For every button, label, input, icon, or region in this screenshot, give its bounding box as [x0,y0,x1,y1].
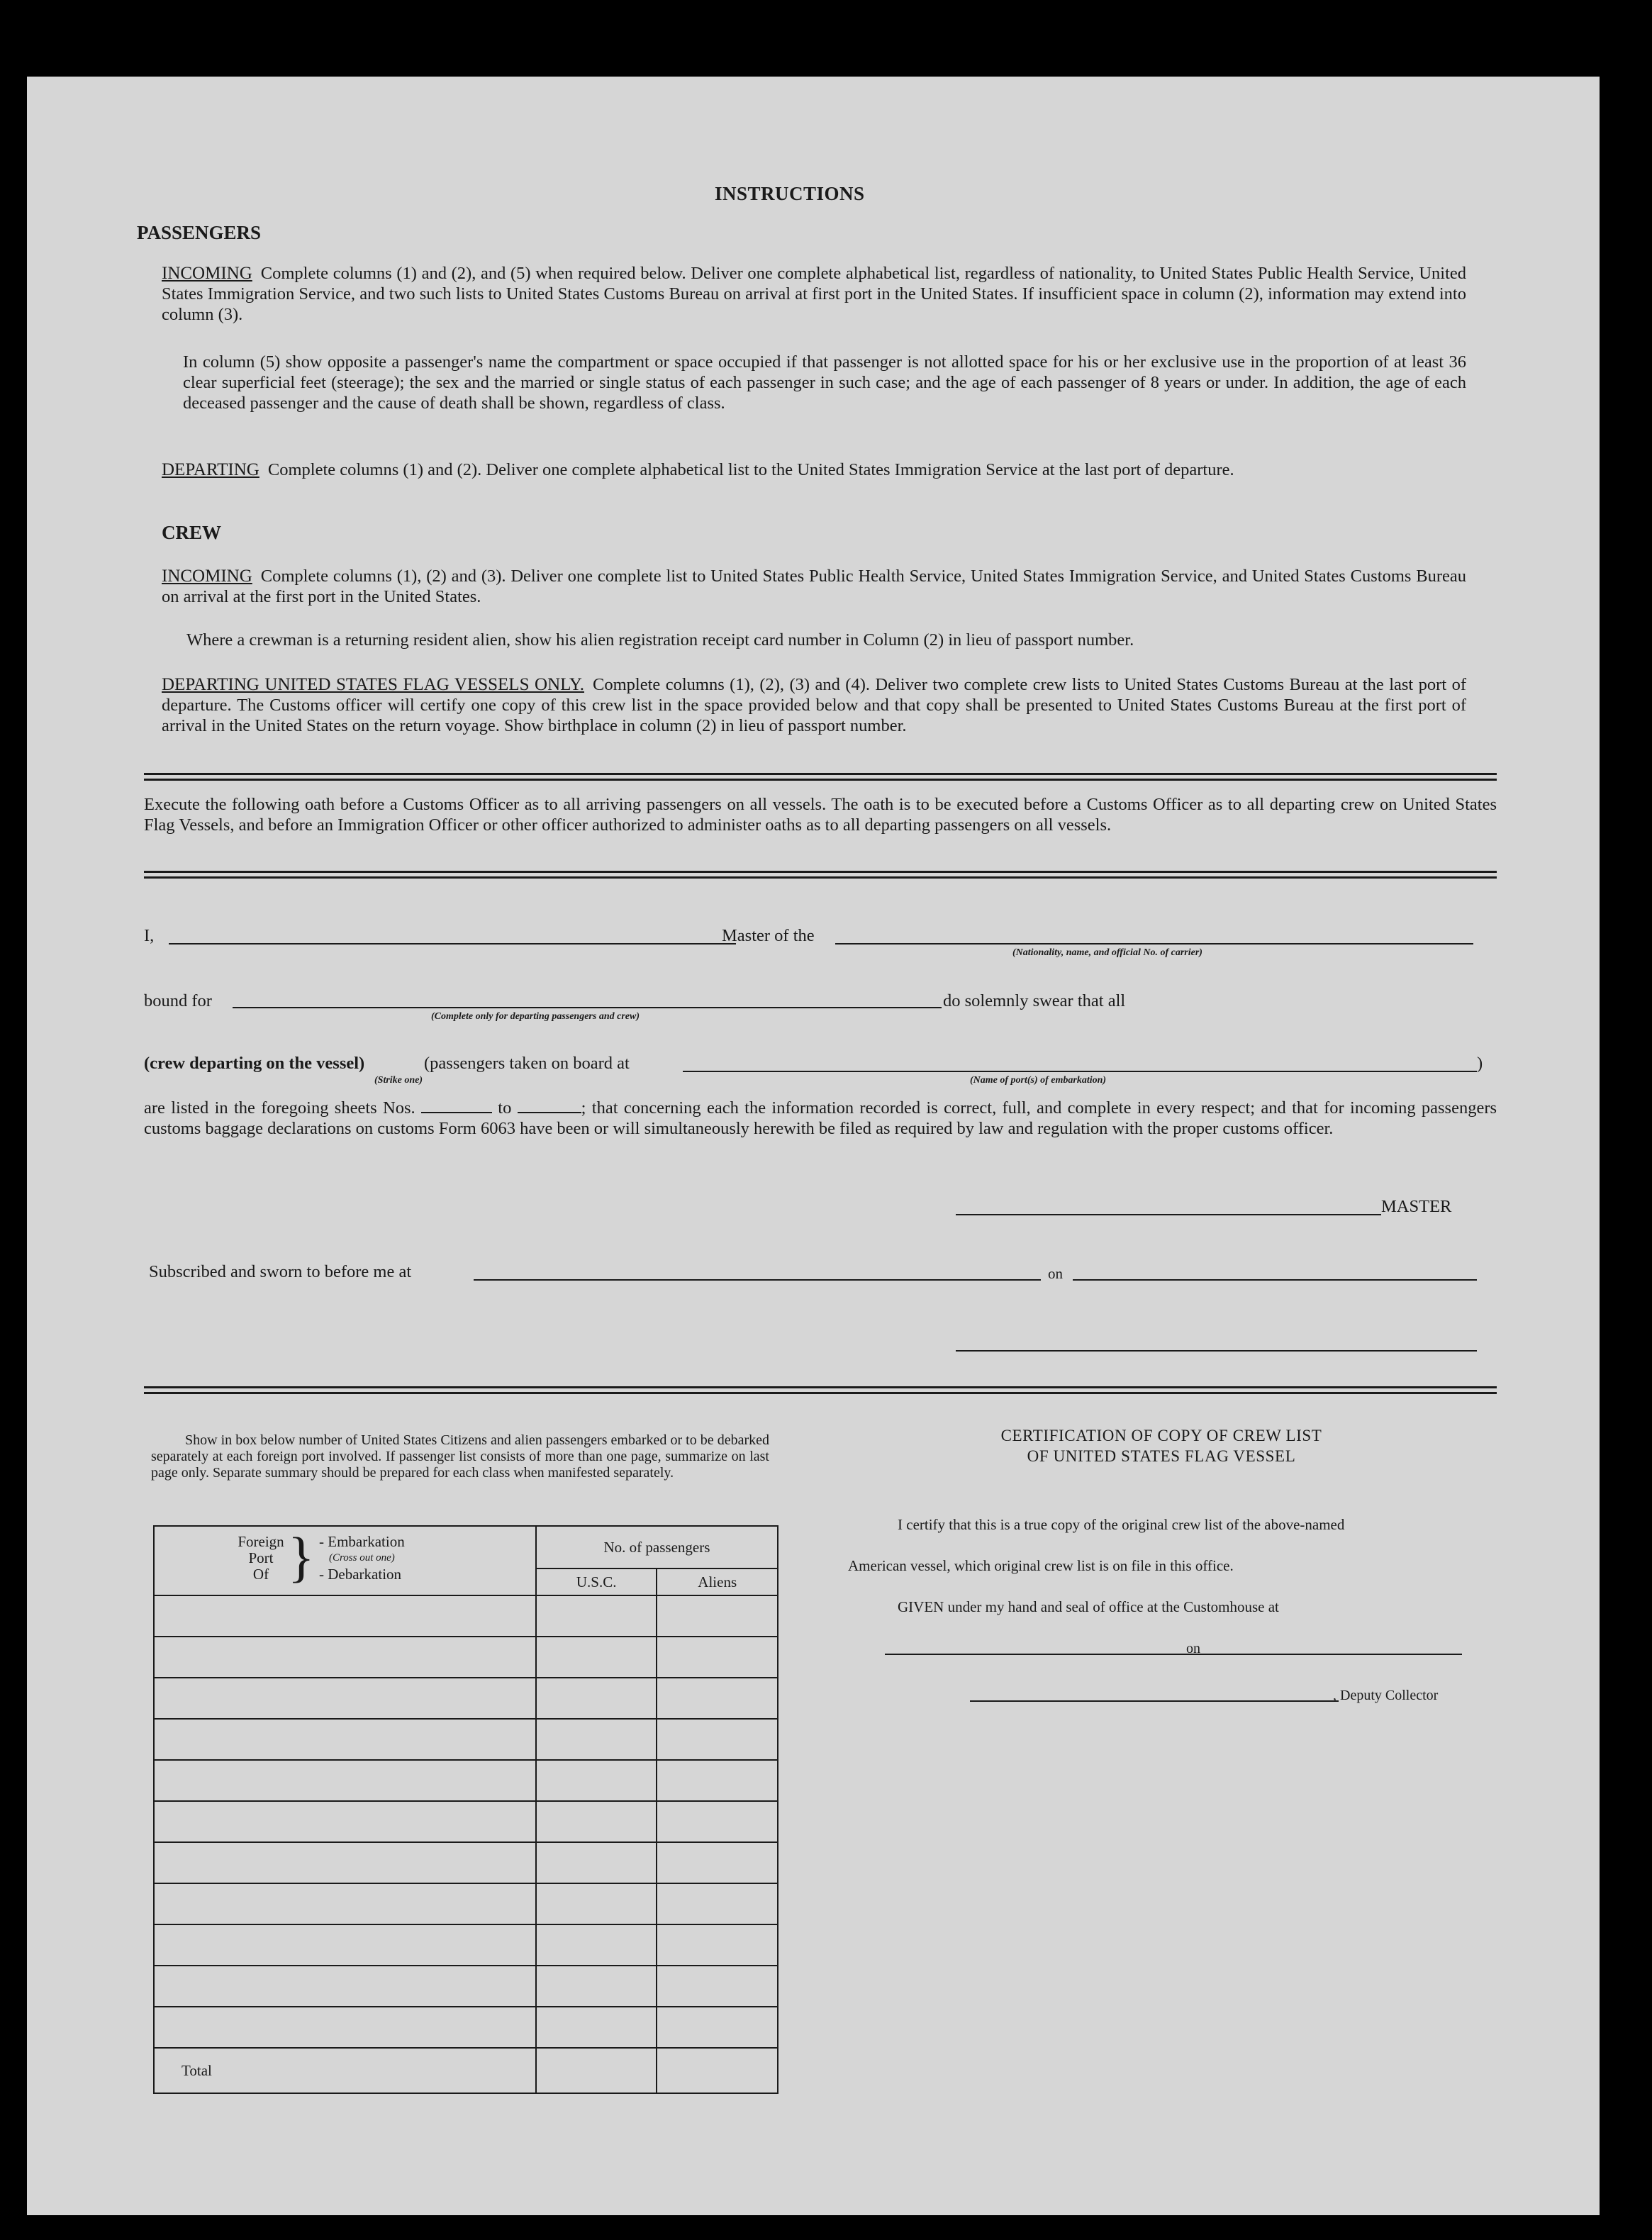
ports-caption: (Name of port(s) of embarkation) [970,1075,1107,1086]
cert-date-field[interactable] [1207,1654,1462,1655]
crew-departing-text: Complete columns (1), (2), (3) and (4). Deliver two complete crew lists to United States Customs Bureau at the last port of departure. The Customs officer will certify one copy of this crew list in the space provided below and that copy shall be presented to United States Customs Bureau at the first port of arrival in the United States on the return voyage. Show birthplace in column (2) in lieu of passport number. [162,675,1466,735]
usc-cell[interactable] [536,1842,657,1883]
port-cell[interactable] [154,1801,536,1842]
usc-cell[interactable] [536,1678,657,1719]
sheet-to-field[interactable] [518,1112,581,1113]
aliens-cell[interactable] [657,1637,778,1678]
complete-caption: (Complete only for departing passengers and crew) [431,1011,640,1022]
total-label: Total [154,2048,536,2093]
bound-for-field[interactable] [233,1007,942,1008]
aliens-header: Aliens [657,1568,778,1595]
summary-note-block [151,1432,769,1481]
aliens-total-cell[interactable] [657,2048,778,2093]
passengers-taken-option: (passengers taken on board at [424,1054,630,1073]
usc-cell[interactable] [536,1760,657,1801]
divider [144,1386,1497,1394]
close-paren: ) [1477,1054,1483,1073]
crew-incoming-label: INCOMING [162,567,252,586]
aliens-cell[interactable] [657,1801,778,1842]
usc-header: U.S.C. [536,1568,657,1595]
foreign-label: Foreign [238,1533,284,1550]
aliens-cell[interactable] [657,1842,778,1883]
port-cell[interactable] [154,1760,536,1801]
debarkation-label: - Debarkation [319,1566,402,1583]
strike-one-caption: (Strike one) [374,1075,423,1086]
port-cell[interactable] [154,2007,536,2048]
embarkation-port-field[interactable] [683,1071,1477,1072]
certification-title-line2: OF UNITED STATES FLAG VESSEL [1027,1447,1296,1465]
aliens-cell[interactable] [657,1678,778,1719]
passenger-summary-table [153,1525,778,2094]
aliens-cell[interactable] [657,1924,778,1966]
certify-line1: I certify that this is a true copy of the original crew list of the above-named [898,1516,1345,1533]
port-cell[interactable] [154,1924,536,1966]
crew-departing-label: DEPARTING UNITED STATES FLAG VESSELS ONLY. [162,675,585,694]
passengers-departing-block [162,459,1466,480]
crew-heading: CREW [162,522,222,543]
port-cell[interactable] [154,1678,536,1719]
deputy-label: , Deputy Collector [1333,1688,1439,1703]
listed-rest: ; that concerning each the information recorded is correct, full, and complete in every respect; and that for incoming passengers customs baggage declarations on customs Form 6063 have been or will simultaneously herewith be filed as required by law and regulation with the proper customs officer. [144,1098,1497,1138]
of-label: Of [252,1566,269,1583]
officer-signature-field[interactable] [956,1350,1477,1352]
aliens-cell[interactable] [657,1595,778,1637]
bound-for-label: bound for [144,991,212,1010]
port-cell[interactable] [154,1719,536,1760]
divider [144,871,1497,879]
no-passengers-header: No. of passengers [536,1526,778,1568]
on-label: on [1048,1265,1063,1282]
port-cell[interactable] [154,1883,536,1924]
usc-cell[interactable] [536,2007,657,2048]
master-name-field[interactable] [169,943,736,945]
deputy-signature-field[interactable] [970,1700,1339,1702]
divider [144,773,1497,781]
passengers-heading: PASSENGERS [137,222,262,243]
usc-cell[interactable] [536,1801,657,1842]
cert-on-label: on [1186,1641,1200,1656]
document-page [27,77,1600,2215]
certify-line2: American vessel, which original crew list is on file in this office. [848,1557,1234,1574]
crew-departing-option: (crew departing on the vessel) [144,1054,365,1073]
usc-cell[interactable] [536,1637,657,1678]
summary-note: Show in box below number of United States Citizens and alien passengers embarked or to be debarked separately at each foreign port involved. If passenger list consists of more than one page, summarize on last page only. Separate summary should be prepared for each class when manifested separately. [151,1432,769,1481]
crew-incoming-block [162,566,1466,607]
aliens-cell[interactable] [657,1883,778,1924]
subscribed-date-field[interactable] [1073,1279,1477,1281]
port-cell[interactable] [154,1966,536,2007]
oath-intro: Execute the following oath before a Customs Officer as to all arriving passengers on all vessels. The oath is to be executed before a Customs Officer as to all departing crew on United States Flag Vessels, and before an Immigration Officer or other officer authorized to administer oaths as to all departing passengers on all vessels. [144,795,1497,835]
usc-cell[interactable] [536,1719,657,1760]
usc-cell[interactable] [536,1966,657,2007]
aliens-cell[interactable] [657,1719,778,1760]
usc-cell[interactable] [536,1924,657,1966]
port-header-cell [154,1526,536,1595]
page-title: INSTRUCTIONS [715,183,865,204]
column5-block [183,352,1466,413]
crew-incoming-text: Complete columns (1), (2) and (3). Deliver one complete list to United States Public Health Service, United States Immigration Service, and United States Customs Bureau on arrival at the first port in the United States. [162,567,1466,606]
to-label: to [498,1098,512,1118]
brace-icon: } [288,1526,315,1588]
crew-departing-block [162,674,1466,736]
port-cell[interactable] [154,1637,536,1678]
column5-text: In column (5) show opposite a passenger's name the compartment or space occupied if that passenger is not allotted space for his or her exclusive use in the proportion of at least 36 clear superficial feet (steerage); the sex and the married or single status of each passenger in such case; and the age of each passenger of 8 years or under. In addition, the age of each deceased passenger and the cause of death shall be shown, regardless of class. [183,352,1466,413]
crewman-text: Where a crewman is a returning resident alien, show his alien registration receipt card number in Column (2) in lieu of passport number. [186,630,1134,650]
crewman-block [186,630,1463,650]
passengers-departing-label: DEPARTING [162,460,259,479]
master-signature-field[interactable] [956,1214,1381,1215]
listed-block [144,1098,1497,1139]
master-label: MASTER [1381,1197,1452,1216]
passengers-incoming-text: Complete columns (1) and (2), and (5) when required below. Deliver one complete alphabetical list, regardless of nationality, to United States Public Health Service, United States Immigration Service, and two such lists to United States Customs Bureau on arrival at first port in the United States. If insufficient space in column (2), information may extend into column (3). [162,264,1466,324]
listed-prefix: are listed in the foregoing sheets Nos. [144,1098,415,1118]
passengers-incoming-block [162,263,1466,325]
master-of-label: Master of the [722,926,815,945]
aliens-cell[interactable] [657,2007,778,2048]
certification-title-line1: CERTIFICATION OF COPY OF CREW LIST [1000,1427,1322,1444]
customhouse-field[interactable] [885,1654,1211,1655]
cross-out-label: (Cross out one) [329,1552,395,1564]
usc-total-cell[interactable] [536,2048,657,2093]
aliens-cell[interactable] [657,1760,778,1801]
passengers-departing-text: Complete columns (1) and (2). Deliver one complete alphabetical list to the United States Immigration Service at the last port of departure. [267,460,1234,479]
embarkation-label: - Embarkation [319,1533,405,1550]
certification-title [842,1425,1480,1466]
port-label: Port [248,1549,274,1566]
sheet-from-field[interactable] [421,1112,492,1113]
nationality-caption: (Nationality, name, and official No. of carrier) [1012,947,1202,958]
carrier-field[interactable] [835,943,1473,945]
usc-cell[interactable] [536,1883,657,1924]
subscribed-label: Subscribed and sworn to before me at [149,1262,412,1281]
usc-cell[interactable] [536,1595,657,1637]
port-cell[interactable] [154,1595,536,1637]
given-text: GIVEN under my hand and seal of office at the Customhouse at [898,1598,1279,1615]
i-label: I, [144,926,155,945]
swear-text: do solemnly swear that all [943,991,1126,1010]
port-cell[interactable] [154,1842,536,1883]
subscribed-place-field[interactable] [474,1279,1041,1281]
oath-intro-block [144,794,1497,835]
aliens-cell[interactable] [657,1966,778,2007]
passengers-incoming-label: INCOMING [162,264,252,283]
